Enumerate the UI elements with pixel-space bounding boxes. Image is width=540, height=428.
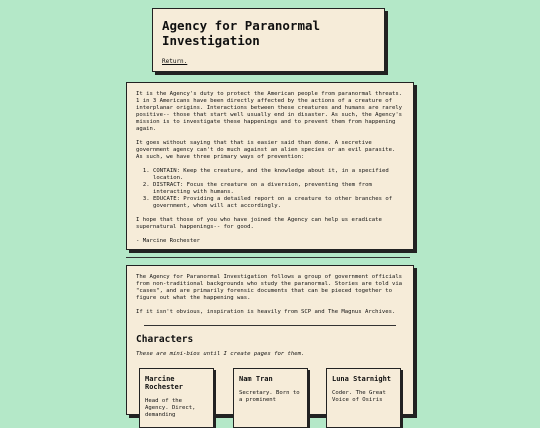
intro-paragraph-3: I hope that those of you who have joined the Agency can help us eradicate supernatural happenings-- for good. — [136, 217, 382, 230]
list-item: 3. EDUCATE: Providing a detailed report on a creature to other branches of government, whom will act accordingly. — [153, 196, 404, 210]
intro-card — [126, 82, 414, 250]
about-divider — [144, 325, 396, 326]
list-item: 1. CONTAIN: Keep the creature, and the knowledge about it, in a specified location. — [153, 168, 404, 182]
character-card-luna[interactable] — [326, 368, 401, 428]
about-paragraph-1: The Agency for Paranormal Investigation follows a group of government officials from non-traditional backgrounds who study the paranormal. Stories are told via "cases", and are primarily forensic documents that can be pieced together to figure out what the happening was. — [136, 274, 403, 301]
character-card-nam[interactable] — [233, 368, 308, 428]
character-bio: Head of the Agency. Direct, demanding — [145, 398, 196, 418]
header-card — [152, 8, 385, 72]
about-card — [126, 265, 414, 418]
character-name: Luna Starnight — [332, 375, 392, 383]
list-item: 2. DISTRACT: Focus the creature on a diversion, preventing them from interacting with humans. — [153, 182, 404, 196]
return-link[interactable]: Return. — [162, 58, 188, 65]
intro-paragraph-2: It goes without saying that that is easier said than done. A secretive government agency can't do much against an alien species or an evil parasite. As such, we have three primary ways of prevention: — [136, 140, 396, 160]
character-card-marcine[interactable] — [139, 368, 214, 428]
character-name: Nam Tran — [239, 375, 273, 383]
about-paragraph-2: If it isn't obvious, inspiration is heavily from SCP and The Magnus Archives. — [136, 309, 396, 315]
character-name: Marcine Rochester — [145, 375, 183, 391]
page-title: Agency for Paranormal Investigation — [162, 18, 321, 48]
character-bio: Secretary. Born to a prominent — [239, 390, 300, 403]
character-bio: Coder. The Great Voice of Osiris — [332, 390, 386, 403]
section-divider — [126, 257, 410, 258]
characters-heading: Characters — [136, 334, 194, 345]
prevention-list — [136, 168, 404, 210]
intro-paragraph-1: It is the Agency's duty to protect the American people from paranormal threats. 1 in 3 Americans have been directly affected by the actions of a creature of interplanar origins. Interactions between these creatures and humans are rarely positive-- those that start well usually end in disaster. As such, the Agency's mission is to investigate these happenings and to prevent them from happening again. — [136, 91, 403, 132]
character-list — [136, 368, 404, 428]
characters-note: These are mini-bios until I create pages for them. — [136, 351, 305, 357]
signature: - Marcine Rochester — [136, 238, 200, 244]
